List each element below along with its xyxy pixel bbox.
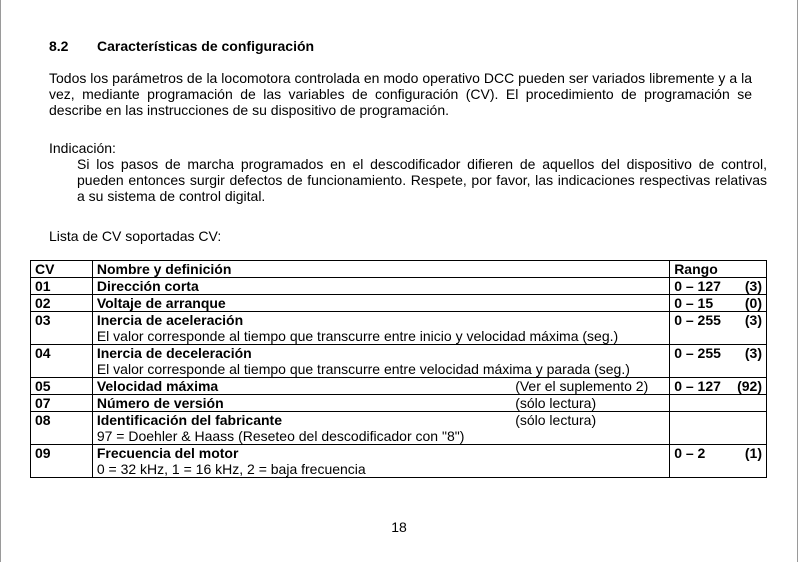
cv-definition — [92, 295, 669, 312]
cv-definition — [92, 395, 669, 412]
cv-default: (3) — [744, 312, 762, 328]
cv-range: 0 – 127 — [674, 278, 721, 294]
table-header-row — [31, 261, 767, 278]
table-row — [31, 412, 767, 445]
cv-name: Velocidad máxima — [96, 378, 219, 394]
note-label: Indicación: — [49, 140, 116, 156]
cv-note: (sólo lectura) — [515, 412, 597, 428]
cv-name: Inercia de deceleración — [96, 345, 252, 361]
cv-range-cell — [670, 345, 767, 378]
cv-range-cell — [670, 312, 767, 345]
table-row — [31, 378, 767, 395]
cv-name: Inercia de aceleración — [96, 312, 244, 328]
table-row — [31, 345, 767, 378]
cv-range: 0 – 127 — [674, 378, 721, 394]
table-row — [31, 312, 767, 345]
cv-number: 05 — [31, 378, 93, 395]
cv-definition — [92, 412, 669, 445]
header-range: Rango — [670, 261, 767, 278]
cv-definition — [92, 345, 669, 378]
cv-default: (0) — [744, 295, 762, 311]
section-title: Características de configuración — [97, 38, 315, 54]
note-text: Si los pasos de marcha programados en el descodificador difieren de aquellos del dispositivo de control, pueden entonces surgir defectos de funcionamiento. Respete, por favor, las indicaciones respectivas relativas a su sistema de control digital. — [77, 156, 767, 204]
cv-definition — [92, 445, 669, 478]
cv-range: 0 – 255 — [674, 345, 721, 361]
cv-description: 0 = 32 kHz, 1 = 16 kHz, 2 = baja frecuencia — [96, 461, 366, 477]
cv-note: (Ver el suplemento 2) — [515, 378, 649, 394]
table-row — [31, 278, 767, 295]
section-number: 8.2 — [49, 38, 69, 54]
cv-name: Dirección corta — [96, 278, 199, 294]
cv-range: 0 – 2 — [674, 445, 706, 461]
cv-definition — [92, 278, 669, 295]
cv-range-cell — [670, 395, 767, 412]
table-row — [31, 395, 767, 412]
cv-range-cell — [670, 378, 767, 395]
cv-description: 97 = Doehler & Haass (Reseteo del descodificador con "8") — [96, 428, 465, 444]
cv-range-cell — [670, 412, 767, 445]
cv-range-cell — [670, 295, 767, 312]
cv-range-cell — [670, 445, 767, 478]
cv-name: Frecuencia del motor — [96, 445, 239, 461]
cv-number: 01 — [31, 278, 93, 295]
cv-definition — [92, 312, 669, 345]
page-number: 18 — [391, 519, 407, 535]
cv-default: (3) — [744, 345, 762, 361]
cv-default: (1) — [744, 445, 762, 461]
cv-name: Voltaje de arranque — [96, 295, 226, 311]
cv-number: 07 — [31, 395, 93, 412]
cv-number: 02 — [31, 295, 93, 312]
cv-number: 04 — [31, 345, 93, 378]
intro-paragraph: Todos los parámetros de la locomotora controlada en modo operativo DCC pueden ser variados libremente y a la vez, mediante programación de las variables de configuración (CV). El procedimiento de programación se describe en las instrucciones de su dispositivo de programación. — [49, 70, 752, 118]
cv-table-body — [31, 278, 767, 478]
cv-description: El valor corresponde al tiempo que transcurre entre inicio y velocidad máxima (seg.) — [96, 328, 619, 344]
cv-number: 08 — [31, 412, 93, 445]
cv-definition — [92, 378, 669, 395]
cv-number: 03 — [31, 312, 93, 345]
header-cv: CV — [31, 261, 93, 278]
cv-list-label: Lista de CV soportadas CV: — [49, 228, 222, 244]
cv-default: (3) — [744, 278, 762, 294]
header-name: Nombre y definición — [92, 261, 669, 278]
cv-number: 09 — [31, 445, 93, 478]
table-row — [31, 445, 767, 478]
cv-name: Número de versión — [96, 395, 224, 411]
cv-description: El valor corresponde al tiempo que transcurre entre velocidad máxima y parada (seg.) — [96, 361, 630, 377]
cv-default: (92) — [737, 378, 762, 394]
cv-range-cell — [670, 278, 767, 295]
cv-table — [30, 260, 767, 478]
section-heading — [49, 38, 314, 54]
cv-name: Identificación del fabricante — [96, 412, 282, 428]
cv-note: (sólo lectura) — [515, 395, 597, 411]
table-row — [31, 295, 767, 312]
cv-range: 0 – 255 — [674, 312, 721, 328]
cv-range: 0 – 15 — [674, 295, 714, 311]
